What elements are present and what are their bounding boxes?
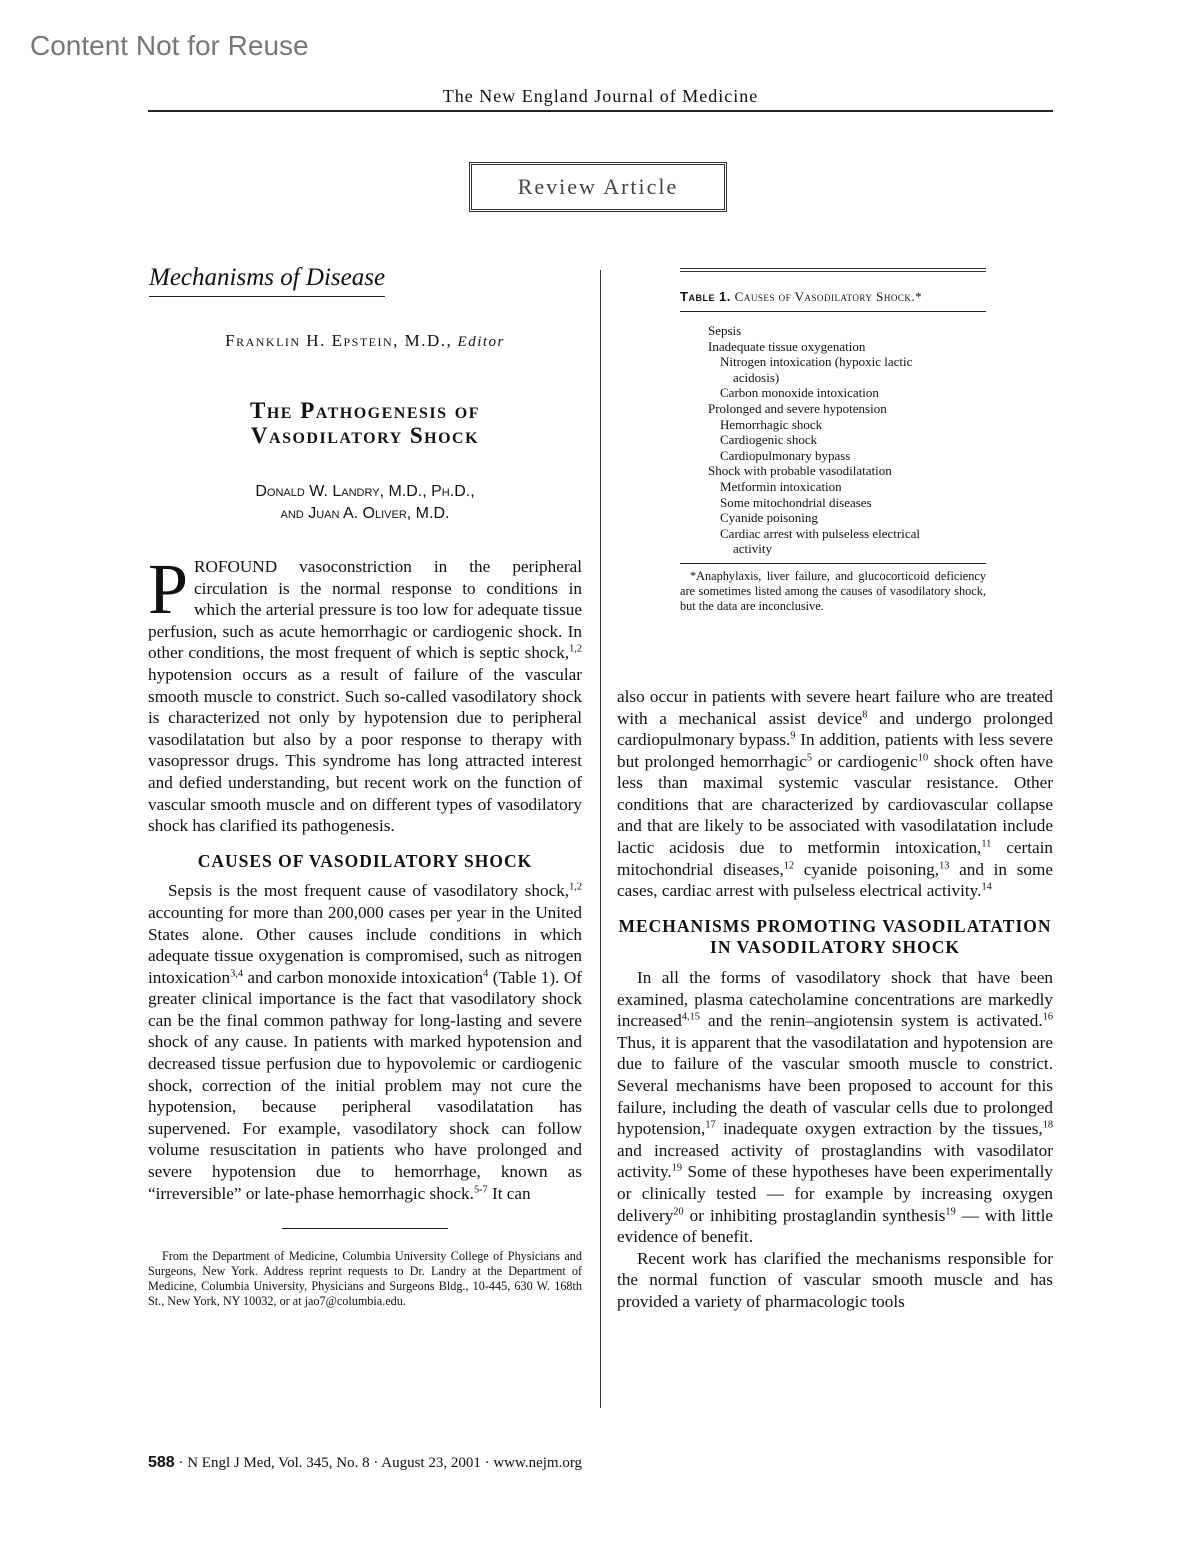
left-column [148,264,582,1309]
table-item: Hemorrhagic shock [720,416,823,432]
table-caption [680,289,986,312]
authors-line-1: Donald W. Landry, M.D., Ph.D., [255,483,475,500]
article-type-box: Review Article [469,162,727,212]
table-item: acidosis) [733,369,780,385]
table-item: Inadequate tissue oxygenation [708,338,866,354]
causes-paragraph: Sepsis is the most frequent cause of vasodilatory shock,$^{1,2}$ accounting for more than 200,000 cases per year in the United States alone. Other causes include conditions in which adequate tissue oxygenation is compromised, such as nitrogen intoxication$^{3,4}$ and carbon monoxide intoxication$^4$ (Table 1). Of greater clinical importance is the fact that vasodilatory shock can be the final common pathway for long-lasting and severe shock of any cause. In patients with marked hypotension and decreased tissue perfusion due to hypovolemic or cardiogenic shock, correction of the initial problem may not cure the hypotension, because peripheral vasodilatation has supervened. For example, vasodilatory shock can follow volume resuscitation in patients who have prolonged and severe hypotension due to hemorrhage, known as “irreversible” or late-phase hemorrhagic shock.$^{5-7}$ It can [148,881,582,1203]
table-items [680,323,986,557]
table-1 [680,268,986,614]
table-label: Table 1. [680,289,731,304]
title-line-1: The Pathogenesis of [249,398,481,423]
footnote-rule [282,1228,448,1229]
right-column [617,268,1053,1313]
table-item: Nitrogen intoxication (hypoxic lactic [720,354,913,370]
intro-paragraph [148,549,582,837]
table-title: Causes of Vasodilatory Shock.* [734,289,923,304]
table-item: Carbon monoxide intoxication [720,385,879,401]
watermark-text: Content Not for Reuse [30,30,309,61]
editor-role: Editor [457,334,505,350]
affiliation-footnote: From the Department of Medicine, Columbia University College of Physicians and Surgeons, New York. Address reprint requests to Dr. Landry at the Department of Medicine, Columbia University, Physicians and Surgeons Bldg., 10-445, 630 W. 168th St., New York, NY 10032, or at jao7@columbia.edu. [148,1249,582,1309]
footer-citation: · N Engl J Med, Vol. 345, No. 8 · August 23, 2001 · www.nejm.org [174,1455,583,1471]
title-line-2: Vasodilatory Shock [250,423,480,448]
authors [148,481,582,525]
journal-header: The New England Journal of Medicine [442,86,759,106]
page-number: 588 [148,1454,175,1471]
table-item: activity [733,541,772,557]
table-item: Cardiac arrest with pulseless electrical [720,525,920,541]
table-item: Sepsis [708,323,742,338]
table-item: Cyanide poisoning [720,510,818,526]
table-item: Some mitochondrial diseases [720,494,872,510]
table-note: *Anaphylaxis, liver failure, and glucocorticoid deficiency are sometimes listed among the causes of vasodilatory shock, but the data are inconclusive. [680,568,986,613]
intro-text: ROFOUND vasoconstriction in the peripheral circulation is the normal response to conditions in which the arterial pressure is too low for adequate tissue perfusion, such as acute hemorrhagic or cardiogenic shock. In other conditions, the most frequent of which is septic shock,$^{1,2}$ hypotension occurs as a result of failure of the vascular smooth muscle to constrict. Such so-called vasodilatory shock is characterized not only by hypotension due to peripheral vasodilatation but also by a poor response to therapy with vasopressor drugs. This syndrome has long attracted interest and defied understanding, but recent work on the function of vascular smooth muscle and on different types of vasodilatory shock has clarified its pathogenesis. [148,557,582,836]
continued-paragraph: also occur in patients with severe heart failure who are treated with a mechanical assist device$^8$ and undergo prolonged cardiopulmonary bypass.$^9$ In addition, patients with less severe but prolonged hemorrhagic$^5$ or cardiogenic$^{10}$ shock often have less than maximal systemic vascular resistance. Other conditions that are characterized by cardiovascular collapse and that are likely to be associated with vasodilatation include lactic acidosis due to metformin intoxication,$^{11}$ certain mitochondrial diseases,$^{12}$ cyanide poisoning,$^{13}$ and in some cases, cardiac arrest with pulseless electrical activity.$^{14}$ [617,686,1054,901]
mechanisms-paragraph-1: In all the forms of vasodilatory shock that have been examined, plasma catecholamine concentrations are markedly increased$^{4,15}$ and the renin–angiotensin system is activated.$^{16}$ Thus, it is apparent that the vasodilatation and hypotension are due to failure of the vascular smooth muscle to constrict. Several mechanisms have been proposed to account for this failure, including the death of vascular cells due to prolonged hypotension,$^{17}$ inadequate oxygen extraction by the tissues,$^{18}$ and increased activity of prostaglandins with vasodilator activity.$^{19}$ Some of these hypotheses have been experimentally or clinically tested — for example by increasing oxygen delivery$^{20}$ or inhibiting prostaglandin synthesis$^{19}$ — with little evidence of benefit. [617,968,1054,1247]
table-item: Cardiopulmonary bypass [720,447,851,463]
table-item: Metformin intoxication [720,478,842,494]
mechanisms-heading: MECHANISMS PROMOTING VASODILATATION IN VASODILATORY SHOCK [618,915,1052,958]
table-top-rule [680,268,986,274]
header-rule [148,110,1053,112]
causes-heading: CAUSES OF VASODILATORY SHOCK [197,850,533,871]
table-item: Prolonged and severe hypotension [708,400,887,416]
article-title [148,398,582,448]
section-title: Mechanisms of Disease [149,264,385,297]
column-divider [600,270,601,1408]
editor-name: Franklin H. Epstein, M.D., [225,331,453,350]
authors-line-2: and Juan A. Oliver, M.D. [280,505,450,522]
editor-line [148,331,582,351]
mechanisms-paragraph-2: Recent work has clarified the mechanisms responsible for the normal function of vascular smooth muscle and has provided a variety of pharmacologic tools [617,1248,1053,1311]
dropcap-letter: P [148,549,189,629]
table-bottom-rule [680,563,986,564]
table-item: Shock with probable vasodilatation [708,463,892,479]
table-item: Cardiogenic shock [720,432,818,448]
page-footer [148,1454,582,1472]
